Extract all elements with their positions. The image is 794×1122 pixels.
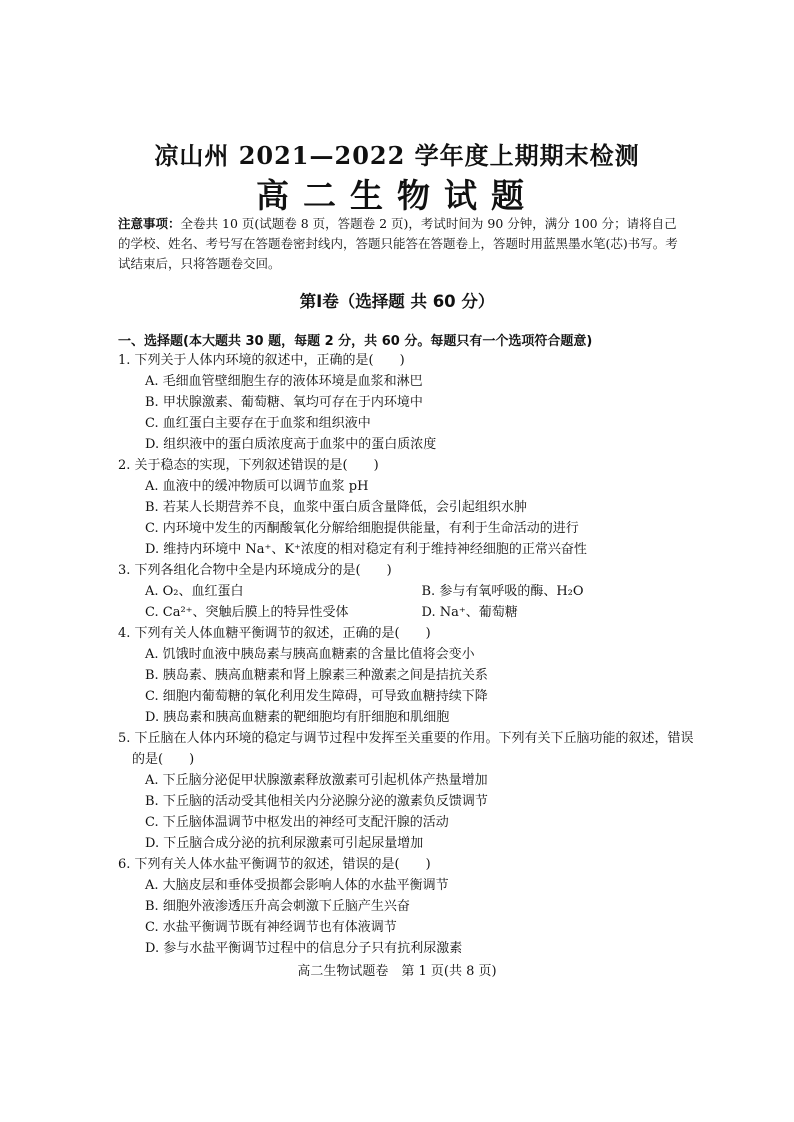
option-d: D. 胰岛素和胰高血糖素的靶细胞均有肝细胞和肌细胞 [145, 710, 450, 725]
option-d: D. 维持内环境中 Na⁺、K⁺浓度的相对稳定有利于维持神经细胞的正常兴奋性 [145, 542, 587, 557]
question-2 [118, 455, 698, 560]
option-a: A. 毛细血管壁细胞生存的液体环境是血浆和淋巴 [145, 374, 423, 389]
page-footer: 高二生物试题卷 第 1 页(共 8 页) [297, 964, 497, 979]
option-a: A. 饥饿时血液中胰岛素与胰高血糖素的含量比值将会变小 [145, 647, 475, 662]
question-stem: 6. 下列有关人体水盐平衡调节的叙述，错误的是( ) [118, 857, 431, 872]
question-stem: 2. 关于稳态的实现，下列叙述错误的是( ) [118, 458, 379, 473]
question-stem: 5. 下丘脑在人体内环境的稳定与调节过程中发挥至关重要的作用。下列有关下丘脑功能的叙述，错误的是( ) [118, 731, 694, 767]
option-row [118, 581, 698, 602]
option-a: A. 血液中的缓冲物质可以调节血浆 pH [145, 479, 369, 494]
option-a: A. 大脑皮层和垂体受损都会影响人体的水盐平衡调节 [145, 878, 449, 893]
option-c: C. 血红蛋白主要存在于血浆和组织液中 [145, 416, 371, 431]
question-5 [118, 728, 698, 854]
question-6 [118, 854, 698, 959]
option-a: A. 下丘脑分泌促甲状腺激素释放激素可引起机体产热量增加 [145, 773, 488, 788]
option-b: B. 细胞外液渗透压升高会刺激下丘脑产生兴奋 [145, 899, 410, 914]
option-d: D. 参与水盐平衡调节过程中的信息分子只有抗利尿激素 [145, 941, 463, 956]
exam-title-line1: 凉山州 2021—2022 学年度上期期末检测 [154, 141, 640, 170]
option-row [118, 602, 698, 623]
option-b: B. 参与有氧呼吸的酶、H₂O [421, 584, 584, 599]
option-a: A. O₂、血红蛋白 [145, 584, 244, 599]
question-stem: 4. 下列有关人体血糖平衡调节的叙述，正确的是( ) [118, 626, 431, 641]
option-d: D. 下丘脑合成分泌的抗利尿激素可引起尿量增加 [145, 836, 424, 851]
option-b: B. 胰岛素、胰高血糖素和肾上腺素三种激素之间是拮抗关系 [145, 668, 488, 683]
option-d: D. 组织液中的蛋白质浓度高于血浆中的蛋白质浓度 [145, 437, 437, 452]
option-c: C. 水盐平衡调节既有神经调节也有体液调节 [145, 920, 397, 935]
option-b: B. 甲状腺激素、葡萄糖、氧均可存在于内环境中 [145, 395, 423, 410]
notice-label: 注意事项： [118, 216, 181, 231]
option-c: C. 细胞内葡萄糖的氧化利用发生障碍，可导致血糖持续下降 [145, 689, 488, 704]
question-3 [118, 560, 698, 623]
exam-title-line2: 高二生物试题 [256, 176, 538, 215]
option-b: B. 若某人长期营养不良，血浆中蛋白质含量降低，会引起组织水肿 [145, 500, 527, 515]
question-stem: 3. 下列各组化合物中全是内环境成分的是( ) [118, 563, 392, 578]
question-list [118, 350, 698, 959]
question-1 [118, 350, 698, 455]
option-c: C. Ca²⁺、突触后膜上的特异性受体 [145, 605, 349, 620]
question-stem: 1. 下列关于人体内环境的叙述中，正确的是( ) [118, 353, 405, 368]
section-title: 第Ⅰ卷（选择题 共 60 分） [299, 292, 495, 311]
notice-block [118, 214, 686, 274]
option-c: C. 内环境中发生的丙酮酸氧化分解给细胞提供能量，有利于生命活动的进行 [145, 521, 579, 536]
question-4 [118, 623, 698, 728]
notice-text: 全卷共 10 页(试题卷 8 页，答题卷 2 页)，考试时间为 90 分钟，满分 100 分；请将自己的学校、姓名、考号写在答题卷密封线内，答题只能答在答题卷上，答题时用蓝黑墨水笔(芯)书写。考试结束后，只将答题卷交回。 [118, 216, 678, 271]
option-c: C. 下丘脑体温调节中枢发出的神经可支配汗腺的活动 [145, 815, 449, 830]
option-d: D. Na⁺、葡萄糖 [421, 605, 518, 620]
part-title: 一、选择题(本大题共 30 题，每题 2 分，共 60 分。每题只有一个选项符合题意) [118, 334, 593, 349]
option-b: B. 下丘脑的活动受其他相关内分泌腺分泌的激素负反馈调节 [145, 794, 488, 809]
